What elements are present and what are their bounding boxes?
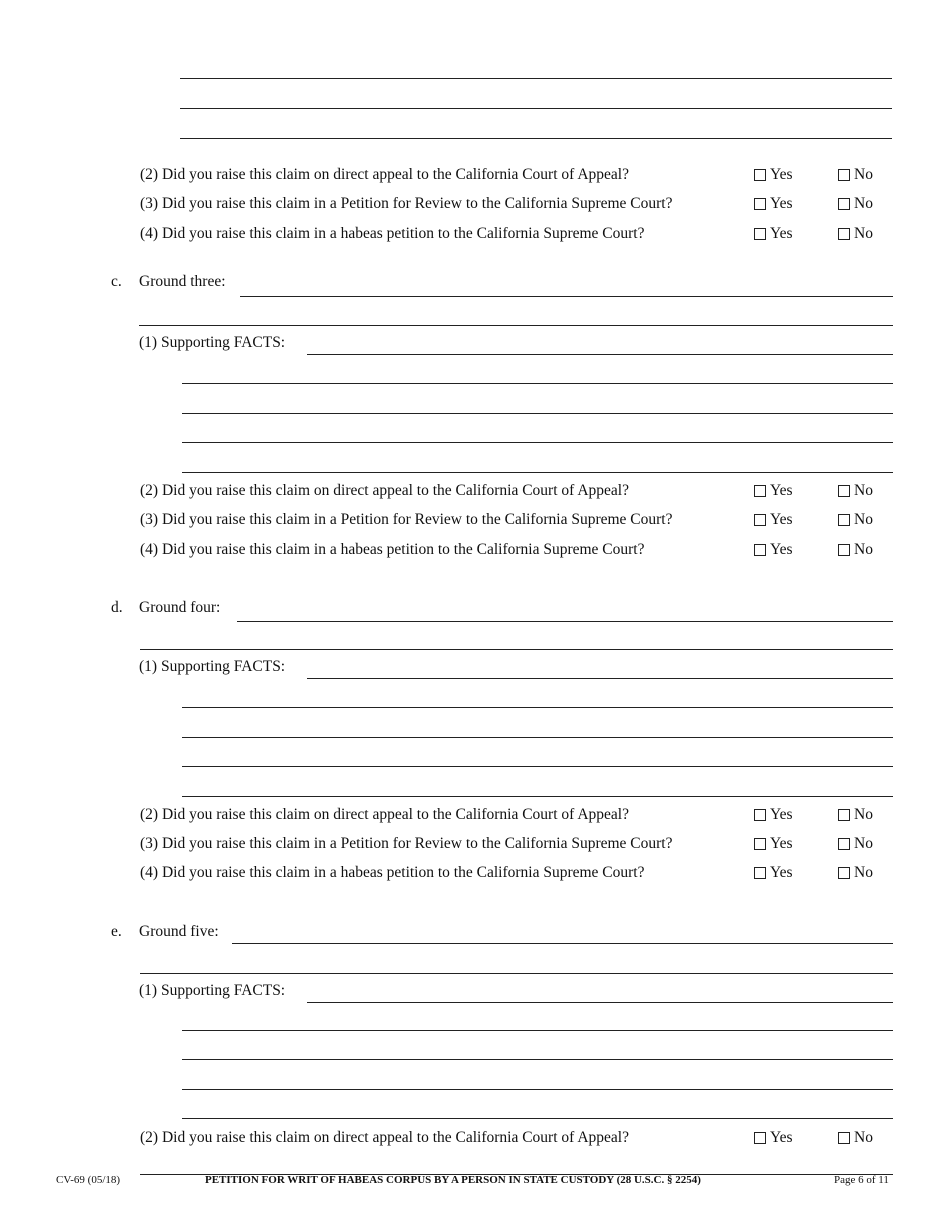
checkbox-icon bbox=[754, 514, 766, 526]
yes-checkbox[interactable] bbox=[754, 225, 793, 243]
yes-label: Yes bbox=[770, 1129, 793, 1146]
facts-line[interactable] bbox=[180, 108, 892, 109]
checkbox-icon bbox=[754, 485, 766, 497]
yes-checkbox[interactable] bbox=[754, 511, 793, 529]
no-checkbox[interactable] bbox=[838, 166, 873, 184]
ground-three-field[interactable] bbox=[139, 325, 893, 326]
supporting-facts-label: (1) Supporting FACTS: bbox=[139, 334, 286, 351]
yes-checkbox[interactable] bbox=[754, 864, 793, 882]
no-label: No bbox=[854, 195, 873, 212]
checkbox-icon bbox=[838, 544, 850, 556]
yes-checkbox[interactable] bbox=[754, 195, 793, 213]
no-label: No bbox=[854, 482, 873, 499]
question-petition-review: (3) Did you raise this claim in a Petition for Review to the California Supreme Court? bbox=[140, 511, 673, 528]
checkbox-icon bbox=[754, 1132, 766, 1144]
no-label: No bbox=[854, 835, 873, 852]
checkbox-icon bbox=[838, 838, 850, 850]
yes-label: Yes bbox=[770, 806, 793, 823]
facts-line[interactable] bbox=[307, 678, 893, 679]
ground-letter: c. bbox=[111, 273, 122, 290]
no-label: No bbox=[854, 864, 873, 881]
no-label: No bbox=[854, 1129, 873, 1146]
facts-line[interactable] bbox=[182, 1089, 893, 1090]
checkbox-icon bbox=[838, 514, 850, 526]
ground-four-field[interactable] bbox=[140, 649, 893, 650]
no-checkbox[interactable] bbox=[838, 225, 873, 243]
facts-line[interactable] bbox=[182, 707, 893, 708]
ground-five-field[interactable] bbox=[140, 973, 893, 974]
facts-line[interactable] bbox=[180, 138, 892, 139]
supporting-facts-label: (1) Supporting FACTS: bbox=[139, 982, 286, 999]
no-label: No bbox=[854, 225, 873, 242]
facts-line[interactable] bbox=[182, 413, 893, 414]
question-petition-review: (3) Did you raise this claim in a Petition for Review to the California Supreme Court? bbox=[140, 195, 673, 212]
no-label: No bbox=[854, 541, 873, 558]
checkbox-icon bbox=[754, 867, 766, 879]
ground-five-field[interactable] bbox=[232, 943, 893, 944]
no-checkbox[interactable] bbox=[838, 541, 873, 559]
checkbox-icon bbox=[754, 809, 766, 821]
question-direct-appeal: (2) Did you raise this claim on direct appeal to the California Court of Appeal? bbox=[140, 806, 629, 823]
facts-line[interactable] bbox=[307, 1002, 893, 1003]
question-habeas: (4) Did you raise this claim in a habeas petition to the California Supreme Court? bbox=[140, 864, 645, 881]
ground-letter: e. bbox=[111, 923, 122, 940]
question-direct-appeal: (2) Did you raise this claim on direct appeal to the California Court of Appeal? bbox=[140, 482, 629, 499]
yes-checkbox[interactable] bbox=[754, 166, 793, 184]
ground-four-label: Ground four: bbox=[139, 599, 221, 616]
question-direct-appeal: (2) Did you raise this claim on direct appeal to the California Court of Appeal? bbox=[140, 166, 629, 183]
yes-label: Yes bbox=[770, 864, 793, 881]
checkbox-icon bbox=[754, 169, 766, 181]
checkbox-icon bbox=[754, 838, 766, 850]
facts-line[interactable] bbox=[182, 442, 893, 443]
checkbox-icon bbox=[838, 198, 850, 210]
no-checkbox[interactable] bbox=[838, 195, 873, 213]
no-checkbox[interactable] bbox=[838, 806, 873, 824]
ground-three-label: Ground three: bbox=[139, 273, 226, 290]
checkbox-icon bbox=[838, 228, 850, 240]
facts-line[interactable] bbox=[182, 796, 893, 797]
yes-label: Yes bbox=[770, 225, 793, 242]
question-petition-review: (3) Did you raise this claim in a Petition for Review to the California Supreme Court? bbox=[140, 835, 673, 852]
checkbox-icon bbox=[838, 809, 850, 821]
checkbox-icon bbox=[838, 867, 850, 879]
yes-checkbox[interactable] bbox=[754, 806, 793, 824]
ground-four-field[interactable] bbox=[237, 621, 893, 622]
facts-line[interactable] bbox=[182, 1030, 893, 1031]
facts-line[interactable] bbox=[182, 766, 893, 767]
yes-checkbox[interactable] bbox=[754, 482, 793, 500]
no-checkbox[interactable] bbox=[838, 864, 873, 882]
yes-label: Yes bbox=[770, 195, 793, 212]
facts-line[interactable] bbox=[182, 383, 893, 384]
no-checkbox[interactable] bbox=[838, 482, 873, 500]
no-label: No bbox=[854, 806, 873, 823]
yes-label: Yes bbox=[770, 511, 793, 528]
no-checkbox[interactable] bbox=[838, 511, 873, 529]
yes-label: Yes bbox=[770, 482, 793, 499]
yes-checkbox[interactable] bbox=[754, 541, 793, 559]
checkbox-icon bbox=[754, 228, 766, 240]
form-id: CV-69 (05/18) bbox=[56, 1174, 121, 1186]
no-label: No bbox=[854, 166, 873, 183]
supporting-facts-label: (1) Supporting FACTS: bbox=[139, 658, 286, 675]
no-checkbox[interactable] bbox=[838, 835, 873, 853]
yes-checkbox[interactable] bbox=[754, 1129, 793, 1147]
no-label: No bbox=[854, 511, 873, 528]
checkbox-icon bbox=[838, 1132, 850, 1144]
page-number: Page 6 of 11 bbox=[834, 1174, 889, 1186]
form-title: PETITION FOR WRIT OF HABEAS CORPUS BY A PERSON IN STATE CUSTODY (28 U.S.C. § 2254) bbox=[205, 1174, 701, 1186]
question-habeas: (4) Did you raise this claim in a habeas petition to the California Supreme Court? bbox=[140, 541, 645, 558]
ground-three-field[interactable] bbox=[240, 296, 893, 297]
facts-line[interactable] bbox=[182, 737, 893, 738]
yes-label: Yes bbox=[770, 541, 793, 558]
checkbox-icon bbox=[838, 169, 850, 181]
yes-label: Yes bbox=[770, 835, 793, 852]
yes-label: Yes bbox=[770, 166, 793, 183]
checkbox-icon bbox=[838, 485, 850, 497]
ground-five-label: Ground five: bbox=[139, 923, 219, 940]
facts-line[interactable] bbox=[180, 78, 892, 79]
facts-line[interactable] bbox=[182, 472, 893, 473]
checkbox-icon bbox=[754, 544, 766, 556]
question-habeas: (4) Did you raise this claim in a habeas petition to the California Supreme Court? bbox=[140, 225, 645, 242]
ground-letter: d. bbox=[111, 599, 123, 616]
facts-line[interactable] bbox=[307, 354, 893, 355]
facts-line[interactable] bbox=[182, 1118, 893, 1119]
yes-checkbox[interactable] bbox=[754, 835, 793, 853]
facts-line[interactable] bbox=[182, 1059, 893, 1060]
checkbox-icon bbox=[754, 198, 766, 210]
no-checkbox[interactable] bbox=[838, 1129, 873, 1147]
question-direct-appeal: (2) Did you raise this claim on direct appeal to the California Court of Appeal? bbox=[140, 1129, 629, 1146]
